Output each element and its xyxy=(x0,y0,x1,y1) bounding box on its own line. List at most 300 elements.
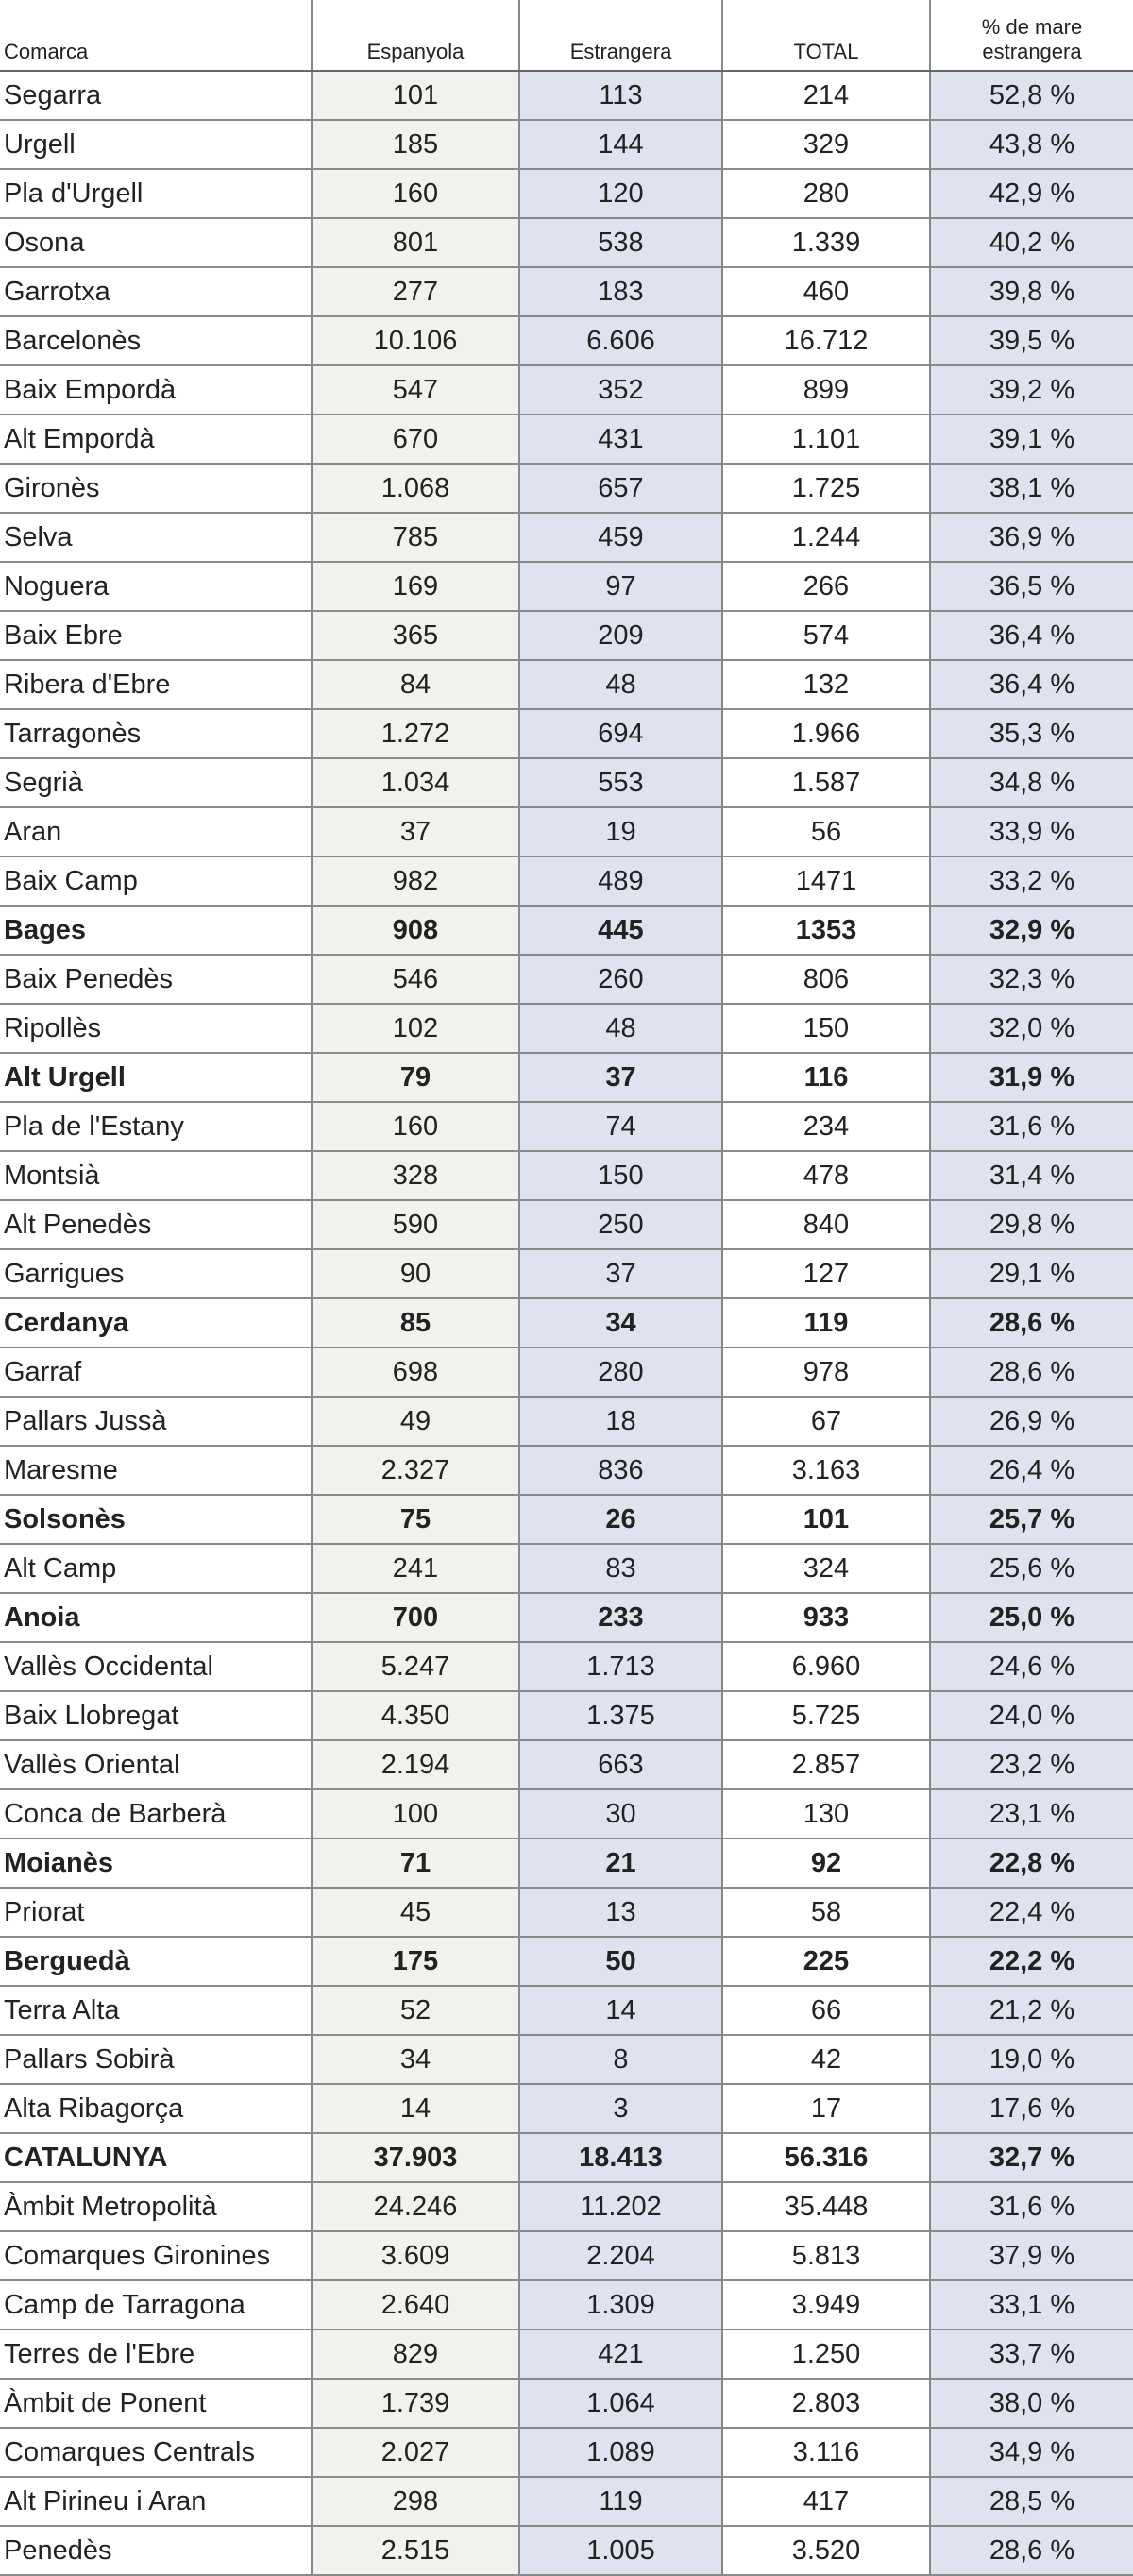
cell-espanyola: 175 xyxy=(312,1937,519,1986)
cell-comarca: Segrià xyxy=(0,758,312,807)
table-row xyxy=(0,1593,1133,1642)
cell-espanyola: 84 xyxy=(312,660,519,709)
cell-pct-mare-estrangera: 42,9 % xyxy=(930,169,1133,218)
table-row xyxy=(0,611,1133,660)
cell-total: 1353 xyxy=(722,906,930,955)
header-espanyola: Espanyola xyxy=(312,0,519,71)
cell-pct-mare-estrangera: 24,6 % xyxy=(930,1642,1133,1691)
cell-comarca: Pallars Sobirà xyxy=(0,2035,312,2084)
cell-espanyola: 37.903 xyxy=(312,2133,519,2182)
cell-pct-mare-estrangera: 22,8 % xyxy=(930,1839,1133,1888)
cell-total: 933 xyxy=(722,1593,930,1642)
cell-total: 1.966 xyxy=(722,709,930,758)
cell-espanyola: 10.106 xyxy=(312,316,519,365)
cell-pct-mare-estrangera: 36,9 % xyxy=(930,513,1133,562)
cell-espanyola: 2.027 xyxy=(312,2428,519,2477)
cell-estrangera: 19 xyxy=(519,807,722,856)
cell-estrangera: 1.713 xyxy=(519,1642,722,1691)
cell-pct-mare-estrangera: 28,6 % xyxy=(930,1298,1133,1347)
table-row xyxy=(0,1740,1133,1789)
cell-total: 67 xyxy=(722,1397,930,1446)
cell-comarca: Baix Llobregat xyxy=(0,1691,312,1740)
cell-total: 234 xyxy=(722,1102,930,1151)
table-row xyxy=(0,2428,1133,2477)
cell-total: 266 xyxy=(722,562,930,611)
cell-estrangera: 14 xyxy=(519,1986,722,2035)
cell-espanyola: 590 xyxy=(312,1200,519,1249)
cell-espanyola: 102 xyxy=(312,1004,519,1053)
cell-pct-mare-estrangera: 31,6 % xyxy=(930,2182,1133,2231)
cell-estrangera: 553 xyxy=(519,758,722,807)
cell-pct-mare-estrangera: 19,0 % xyxy=(930,2035,1133,2084)
table-row xyxy=(0,1053,1133,1102)
cell-total: 1.244 xyxy=(722,513,930,562)
cell-espanyola: 1.034 xyxy=(312,758,519,807)
table-row xyxy=(0,1298,1133,1347)
cell-comarca: Noguera xyxy=(0,562,312,611)
cell-total: 460 xyxy=(722,267,930,316)
cell-espanyola: 546 xyxy=(312,955,519,1004)
table-row xyxy=(0,1937,1133,1986)
cell-total: 66 xyxy=(722,1986,930,2035)
cell-pct-mare-estrangera: 35,3 % xyxy=(930,709,1133,758)
table-header-row xyxy=(0,0,1133,71)
cell-pct-mare-estrangera: 52,8 % xyxy=(930,71,1133,120)
cell-pct-mare-estrangera: 22,4 % xyxy=(930,1888,1133,1937)
cell-total: 35.448 xyxy=(722,2182,930,2231)
cell-total: 3.116 xyxy=(722,2428,930,2477)
cell-estrangera: 18 xyxy=(519,1397,722,1446)
cell-espanyola: 14 xyxy=(312,2084,519,2133)
table-row xyxy=(0,1495,1133,1544)
table-row xyxy=(0,1249,1133,1298)
table-row xyxy=(0,709,1133,758)
cell-comarca: Baix Empordà xyxy=(0,365,312,415)
cell-pct-mare-estrangera: 38,1 % xyxy=(930,464,1133,513)
cell-estrangera: 445 xyxy=(519,906,722,955)
table-row xyxy=(0,2379,1133,2428)
cell-total: 42 xyxy=(722,2035,930,2084)
cell-comarca: Alta Ribagorça xyxy=(0,2084,312,2133)
cell-estrangera: 37 xyxy=(519,1249,722,1298)
cell-estrangera: 694 xyxy=(519,709,722,758)
cell-total: 1.339 xyxy=(722,218,930,267)
cell-total: 1.587 xyxy=(722,758,930,807)
cell-estrangera: 21 xyxy=(519,1839,722,1888)
cell-comarca: Segarra xyxy=(0,71,312,120)
cell-total: 130 xyxy=(722,1789,930,1839)
cell-comarca: Vallès Occidental xyxy=(0,1642,312,1691)
cell-comarca: Gironès xyxy=(0,464,312,513)
cell-total: 17 xyxy=(722,2084,930,2133)
cell-pct-mare-estrangera: 25,7 % xyxy=(930,1495,1133,1544)
cell-comarca: Terres de l'Ebre xyxy=(0,2330,312,2379)
cell-pct-mare-estrangera: 26,9 % xyxy=(930,1397,1133,1446)
cell-estrangera: 260 xyxy=(519,955,722,1004)
cell-comarca: Alt Empordà xyxy=(0,415,312,464)
table-row xyxy=(0,660,1133,709)
table-row xyxy=(0,1347,1133,1397)
cell-estrangera: 144 xyxy=(519,120,722,169)
cell-pct-mare-estrangera: 32,7 % xyxy=(930,2133,1133,2182)
cell-comarca: Maresme xyxy=(0,1446,312,1495)
cell-estrangera: 120 xyxy=(519,169,722,218)
cell-estrangera: 37 xyxy=(519,1053,722,1102)
cell-estrangera: 119 xyxy=(519,2477,722,2526)
cell-pct-mare-estrangera: 25,6 % xyxy=(930,1544,1133,1593)
cell-total: 840 xyxy=(722,1200,930,1249)
cell-comarca: Priorat xyxy=(0,1888,312,1937)
cell-comarca: Garrotxa xyxy=(0,267,312,316)
table-row xyxy=(0,120,1133,169)
header-pct-mare-estrangera: % de mare estrangera xyxy=(930,0,1133,71)
cell-espanyola: 37 xyxy=(312,807,519,856)
cell-pct-mare-estrangera: 36,4 % xyxy=(930,660,1133,709)
table-row xyxy=(0,758,1133,807)
cell-total: 899 xyxy=(722,365,930,415)
cell-espanyola: 100 xyxy=(312,1789,519,1839)
table-row xyxy=(0,1839,1133,1888)
cell-espanyola: 698 xyxy=(312,1347,519,1397)
cell-total: 2.857 xyxy=(722,1740,930,1789)
cell-comarca: Alt Pirineu i Aran xyxy=(0,2477,312,2526)
cell-total: 214 xyxy=(722,71,930,120)
cell-total: 92 xyxy=(722,1839,930,1888)
cell-espanyola: 298 xyxy=(312,2477,519,2526)
cell-pct-mare-estrangera: 32,9 % xyxy=(930,906,1133,955)
cell-espanyola: 24.246 xyxy=(312,2182,519,2231)
cell-pct-mare-estrangera: 31,4 % xyxy=(930,1151,1133,1200)
cell-comarca: Urgell xyxy=(0,120,312,169)
cell-pct-mare-estrangera: 33,2 % xyxy=(930,856,1133,906)
cell-comarca: Garraf xyxy=(0,1347,312,1397)
cell-pct-mare-estrangera: 23,2 % xyxy=(930,1740,1133,1789)
header-estrangera: Estrangera xyxy=(519,0,722,71)
cell-pct-mare-estrangera: 34,8 % xyxy=(930,758,1133,807)
cell-pct-mare-estrangera: 37,9 % xyxy=(930,2231,1133,2280)
cell-comarca: Ribera d'Ebre xyxy=(0,660,312,709)
cell-estrangera: 489 xyxy=(519,856,722,906)
cell-total: 3.163 xyxy=(722,1446,930,1495)
cell-espanyola: 365 xyxy=(312,611,519,660)
cell-total: 127 xyxy=(722,1249,930,1298)
cell-pct-mare-estrangera: 28,5 % xyxy=(930,2477,1133,2526)
cell-total: 1.725 xyxy=(722,464,930,513)
cell-comarca: Tarragonès xyxy=(0,709,312,758)
cell-espanyola: 1.272 xyxy=(312,709,519,758)
table-row xyxy=(0,1789,1133,1839)
cell-pct-mare-estrangera: 28,6 % xyxy=(930,2526,1133,2575)
cell-estrangera: 663 xyxy=(519,1740,722,1789)
cell-espanyola: 45 xyxy=(312,1888,519,1937)
cell-estrangera: 421 xyxy=(519,2330,722,2379)
table-row xyxy=(0,1642,1133,1691)
cell-espanyola: 71 xyxy=(312,1839,519,1888)
cell-total: 150 xyxy=(722,1004,930,1053)
cell-espanyola: 160 xyxy=(312,1102,519,1151)
cell-comarca: Baix Penedès xyxy=(0,955,312,1004)
table-row xyxy=(0,2477,1133,2526)
cell-comarca: Selva xyxy=(0,513,312,562)
cell-comarca: Ripollès xyxy=(0,1004,312,1053)
cell-estrangera: 26 xyxy=(519,1495,722,1544)
cell-total: 119 xyxy=(722,1298,930,1347)
cell-total: 574 xyxy=(722,611,930,660)
cell-estrangera: 1.064 xyxy=(519,2379,722,2428)
cell-espanyola: 328 xyxy=(312,1151,519,1200)
cell-total: 329 xyxy=(722,120,930,169)
cell-pct-mare-estrangera: 28,6 % xyxy=(930,1347,1133,1397)
table-row xyxy=(0,1102,1133,1151)
cell-espanyola: 1.739 xyxy=(312,2379,519,2428)
cell-total: 56 xyxy=(722,807,930,856)
table-row xyxy=(0,513,1133,562)
cell-espanyola: 785 xyxy=(312,513,519,562)
cell-estrangera: 74 xyxy=(519,1102,722,1151)
cell-espanyola: 101 xyxy=(312,71,519,120)
cell-comarca: Alt Urgell xyxy=(0,1053,312,1102)
cell-estrangera: 1.089 xyxy=(519,2428,722,2477)
table-row xyxy=(0,2526,1133,2575)
cell-total: 978 xyxy=(722,1347,930,1397)
cell-pct-mare-estrangera: 25,0 % xyxy=(930,1593,1133,1642)
table-row xyxy=(0,2182,1133,2231)
cell-espanyola: 49 xyxy=(312,1397,519,1446)
cell-comarca: Camp de Tarragona xyxy=(0,2280,312,2330)
cell-estrangera: 48 xyxy=(519,1004,722,1053)
cell-estrangera: 2.204 xyxy=(519,2231,722,2280)
cell-estrangera: 11.202 xyxy=(519,2182,722,2231)
cell-pct-mare-estrangera: 31,6 % xyxy=(930,1102,1133,1151)
cell-espanyola: 700 xyxy=(312,1593,519,1642)
cell-comarca: Comarques Centrals xyxy=(0,2428,312,2477)
table-row xyxy=(0,856,1133,906)
cell-total: 5.725 xyxy=(722,1691,930,1740)
header-comarca: Comarca xyxy=(0,0,312,71)
cell-espanyola: 2.640 xyxy=(312,2280,519,2330)
cell-espanyola: 670 xyxy=(312,415,519,464)
cell-pct-mare-estrangera: 22,2 % xyxy=(930,1937,1133,1986)
cell-estrangera: 34 xyxy=(519,1298,722,1347)
cell-total: 417 xyxy=(722,2477,930,2526)
cell-comarca: Barcelonès xyxy=(0,316,312,365)
cell-espanyola: 169 xyxy=(312,562,519,611)
table-row xyxy=(0,2330,1133,2379)
cell-total: 478 xyxy=(722,1151,930,1200)
table-row xyxy=(0,2133,1133,2182)
cell-espanyola: 1.068 xyxy=(312,464,519,513)
cell-pct-mare-estrangera: 43,8 % xyxy=(930,120,1133,169)
cell-total: 5.813 xyxy=(722,2231,930,2280)
cell-espanyola: 3.609 xyxy=(312,2231,519,2280)
cell-estrangera: 3 xyxy=(519,2084,722,2133)
cell-pct-mare-estrangera: 29,8 % xyxy=(930,1200,1133,1249)
cell-pct-mare-estrangera: 26,4 % xyxy=(930,1446,1133,1495)
cell-espanyola: 160 xyxy=(312,169,519,218)
cell-pct-mare-estrangera: 32,3 % xyxy=(930,955,1133,1004)
cell-pct-mare-estrangera: 29,1 % xyxy=(930,1249,1133,1298)
cell-estrangera: 48 xyxy=(519,660,722,709)
cell-espanyola: 829 xyxy=(312,2330,519,2379)
cell-total: 1.101 xyxy=(722,415,930,464)
table-row xyxy=(0,1004,1133,1053)
cell-pct-mare-estrangera: 23,1 % xyxy=(930,1789,1133,1839)
cell-espanyola: 185 xyxy=(312,120,519,169)
cell-estrangera: 183 xyxy=(519,267,722,316)
cell-total: 101 xyxy=(722,1495,930,1544)
cell-estrangera: 1.309 xyxy=(519,2280,722,2330)
table-row xyxy=(0,1888,1133,1937)
cell-comarca: Alt Penedès xyxy=(0,1200,312,1249)
table-row xyxy=(0,1200,1133,1249)
cell-estrangera: 280 xyxy=(519,1347,722,1397)
table-row xyxy=(0,267,1133,316)
table-row xyxy=(0,71,1133,120)
cell-total: 280 xyxy=(722,169,930,218)
cell-pct-mare-estrangera: 33,7 % xyxy=(930,2330,1133,2379)
cell-espanyola: 277 xyxy=(312,267,519,316)
cell-espanyola: 982 xyxy=(312,856,519,906)
cell-pct-mare-estrangera: 21,2 % xyxy=(930,1986,1133,2035)
cell-espanyola: 2.194 xyxy=(312,1740,519,1789)
cell-estrangera: 459 xyxy=(519,513,722,562)
table-row xyxy=(0,1691,1133,1740)
cell-pct-mare-estrangera: 34,9 % xyxy=(930,2428,1133,2477)
table-body xyxy=(0,71,1133,2575)
cell-comarca: Bages xyxy=(0,906,312,955)
cell-comarca: Garrigues xyxy=(0,1249,312,1298)
cell-espanyola: 4.350 xyxy=(312,1691,519,1740)
table-row xyxy=(0,807,1133,856)
cell-estrangera: 18.413 xyxy=(519,2133,722,2182)
cell-estrangera: 657 xyxy=(519,464,722,513)
cell-estrangera: 836 xyxy=(519,1446,722,1495)
table-row xyxy=(0,1446,1133,1495)
cell-pct-mare-estrangera: 17,6 % xyxy=(930,2084,1133,2133)
cell-total: 116 xyxy=(722,1053,930,1102)
cell-comarca: Pallars Jussà xyxy=(0,1397,312,1446)
cell-espanyola: 241 xyxy=(312,1544,519,1593)
cell-estrangera: 8 xyxy=(519,2035,722,2084)
cell-pct-mare-estrangera: 38,0 % xyxy=(930,2379,1133,2428)
table-row xyxy=(0,2035,1133,2084)
cell-espanyola: 79 xyxy=(312,1053,519,1102)
cell-total: 225 xyxy=(722,1937,930,1986)
cell-total: 2.803 xyxy=(722,2379,930,2428)
cell-total: 1471 xyxy=(722,856,930,906)
table-row xyxy=(0,1151,1133,1200)
cell-total: 58 xyxy=(722,1888,930,1937)
cell-estrangera: 97 xyxy=(519,562,722,611)
cell-estrangera: 30 xyxy=(519,1789,722,1839)
cell-estrangera: 352 xyxy=(519,365,722,415)
table-row xyxy=(0,415,1133,464)
cell-comarca: Terra Alta xyxy=(0,1986,312,2035)
cell-total: 16.712 xyxy=(722,316,930,365)
cell-estrangera: 1.375 xyxy=(519,1691,722,1740)
cell-estrangera: 6.606 xyxy=(519,316,722,365)
table-row xyxy=(0,1544,1133,1593)
cell-pct-mare-estrangera: 32,0 % xyxy=(930,1004,1133,1053)
table-row xyxy=(0,365,1133,415)
cell-espanyola: 34 xyxy=(312,2035,519,2084)
cell-pct-mare-estrangera: 36,5 % xyxy=(930,562,1133,611)
cell-espanyola: 75 xyxy=(312,1495,519,1544)
cell-estrangera: 113 xyxy=(519,71,722,120)
cell-total: 6.960 xyxy=(722,1642,930,1691)
cell-comarca: Comarques Gironines xyxy=(0,2231,312,2280)
cell-pct-mare-estrangera: 36,4 % xyxy=(930,611,1133,660)
table-row xyxy=(0,169,1133,218)
cell-pct-mare-estrangera: 40,2 % xyxy=(930,218,1133,267)
table-row xyxy=(0,1986,1133,2035)
cell-espanyola: 2.515 xyxy=(312,2526,519,2575)
cell-comarca: Àmbit de Ponent xyxy=(0,2379,312,2428)
cell-comarca: Alt Camp xyxy=(0,1544,312,1593)
cell-comarca: Penedès xyxy=(0,2526,312,2575)
cell-comarca: Àmbit Metropolità xyxy=(0,2182,312,2231)
table-row xyxy=(0,2084,1133,2133)
cell-estrangera: 13 xyxy=(519,1888,722,1937)
table-row xyxy=(0,906,1133,955)
cell-espanyola: 908 xyxy=(312,906,519,955)
cell-espanyola: 2.327 xyxy=(312,1446,519,1495)
cell-estrangera: 538 xyxy=(519,218,722,267)
cell-comarca: Baix Camp xyxy=(0,856,312,906)
cell-comarca: Montsià xyxy=(0,1151,312,1200)
cell-comarca: Aran xyxy=(0,807,312,856)
cell-comarca: Cerdanya xyxy=(0,1298,312,1347)
cell-total: 3.520 xyxy=(722,2526,930,2575)
cell-comarca: Anoia xyxy=(0,1593,312,1642)
cell-comarca: Berguedà xyxy=(0,1937,312,1986)
cell-total: 56.316 xyxy=(722,2133,930,2182)
table-row xyxy=(0,1397,1133,1446)
cell-comarca: Baix Ebre xyxy=(0,611,312,660)
table-row xyxy=(0,218,1133,267)
cell-total: 3.949 xyxy=(722,2280,930,2330)
cell-pct-mare-estrangera: 39,2 % xyxy=(930,365,1133,415)
table-row xyxy=(0,562,1133,611)
cell-comarca: Pla d'Urgell xyxy=(0,169,312,218)
cell-pct-mare-estrangera: 39,1 % xyxy=(930,415,1133,464)
cell-espanyola: 801 xyxy=(312,218,519,267)
cell-comarca: Pla de l'Estany xyxy=(0,1102,312,1151)
cell-total: 132 xyxy=(722,660,930,709)
cell-estrangera: 83 xyxy=(519,1544,722,1593)
cell-espanyola: 547 xyxy=(312,365,519,415)
cell-estrangera: 150 xyxy=(519,1151,722,1200)
cell-total: 1.250 xyxy=(722,2330,930,2379)
cell-total: 324 xyxy=(722,1544,930,1593)
cell-total: 806 xyxy=(722,955,930,1004)
cell-espanyola: 5.247 xyxy=(312,1642,519,1691)
table-row xyxy=(0,2280,1133,2330)
cell-espanyola: 85 xyxy=(312,1298,519,1347)
cell-pct-mare-estrangera: 33,1 % xyxy=(930,2280,1133,2330)
cell-pct-mare-estrangera: 24,0 % xyxy=(930,1691,1133,1740)
table-row xyxy=(0,316,1133,365)
cell-estrangera: 250 xyxy=(519,1200,722,1249)
table-row xyxy=(0,464,1133,513)
header-total: TOTAL xyxy=(722,0,930,71)
cell-estrangera: 50 xyxy=(519,1937,722,1986)
cell-estrangera: 431 xyxy=(519,415,722,464)
cell-pct-mare-estrangera: 33,9 % xyxy=(930,807,1133,856)
cell-pct-mare-estrangera: 39,8 % xyxy=(930,267,1133,316)
cell-pct-mare-estrangera: 31,9 % xyxy=(930,1053,1133,1102)
cell-espanyola: 52 xyxy=(312,1986,519,2035)
